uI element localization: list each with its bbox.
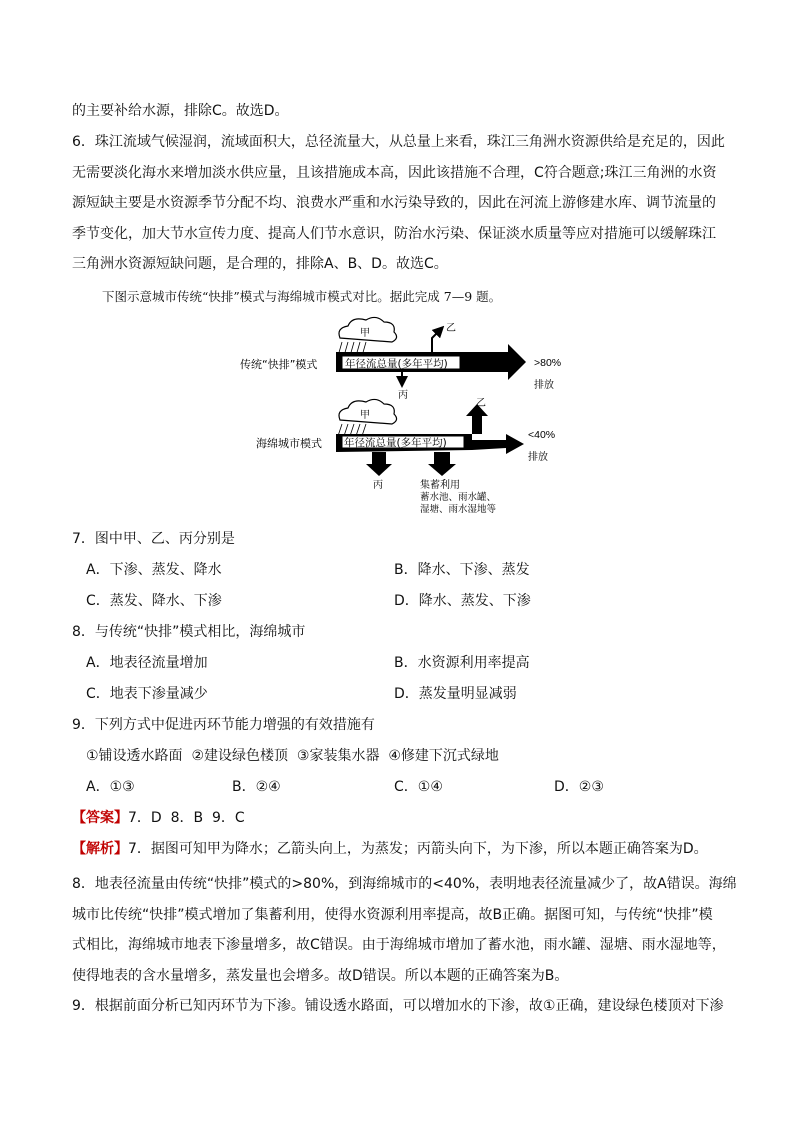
down-label-bing: 丙 [398, 390, 408, 401]
answer-tag: 【答案】 [72, 810, 128, 826]
q7-option-b: B．降水、下渗、蒸发 [394, 562, 530, 578]
answer-line [72, 807, 245, 827]
cloud-label-jia: 甲 [360, 410, 370, 421]
q7-option-c: C．蒸发、降水、下渗 [86, 593, 222, 609]
q8-option-c: C．地表下渗量减少 [86, 686, 208, 702]
up-label-yi: 乙 [446, 323, 456, 334]
sponge-mode-label: 海绵城市模式 [256, 437, 322, 450]
text-line: 无需要淡化海水来增加淡水供应量，且该措施成本高，因此该措施不合理，C符合题意;珠江三角洲的水资 [72, 164, 717, 181]
text-line: 三角洲水资源短缺问题，是合理的，排除A、B、D。故选C。 [72, 256, 448, 272]
question-intro: 下图示意城市传统“快排”模式与海绵城市模式对比。据此完成 7—9 题。 [102, 289, 502, 304]
storage-title: 集蓄利用 [420, 480, 460, 491]
infiltration-arrow [366, 452, 392, 476]
urban-drainage-diagram [236, 316, 568, 520]
storage-arrow [428, 452, 456, 476]
text-line: 式相比，海绵城市地表下渗量增多，故C错误。由于海绵城市增加了蓄水池，雨水罐、湿塘、雨水湿地等， [72, 937, 726, 953]
q8-option-d: D．蒸发量明显减弱 [394, 686, 517, 702]
text-line: 源短缺主要是水资源季节分配不均、浪费水严重和水污染导致的，因此在河流上游修建水库、调节流量的 [72, 195, 716, 211]
question-7-stem: 7．图中甲、乙、丙分别是 [72, 531, 235, 547]
runoff-bar-label: 年径流总量(多年平均) [345, 358, 448, 370]
q9-option-b: B．②④ [232, 779, 281, 795]
question-9-stem: 9．下列方式中促进丙环节能力增强的有效措施有 [72, 717, 375, 733]
traditional-percent: >80% [534, 357, 562, 369]
q7-option-d: D．降水、蒸发、下渗 [394, 593, 531, 609]
up-label-yi: 乙 [476, 398, 486, 409]
down-label-bing: 丙 [373, 480, 383, 491]
analysis-tag: 【解析】 [72, 841, 128, 857]
q9-option-d: D．②③ [554, 779, 604, 795]
text-line: 使得地表的含水量增多，蒸发量也会增多。故D错误。所以本题的正确答案为B。 [72, 967, 569, 984]
analysis-line [72, 838, 708, 858]
text-line: 6．珠江流域气候湿润，流域面积大，总径流量大，从总量上来看，珠江三角洲水资源供给是充足的，因此 [72, 134, 725, 150]
traditional-mode-label: 传统“快排”模式 [240, 358, 318, 371]
answer-text: 7．D 8．B 9．C [128, 810, 245, 826]
q9-measures: ①铺设透水路面 ②建设绿色楼顶 ③家装集水器 ④修建下沉式绿地 [86, 748, 499, 764]
text-line: 9．根据前面分析已知丙环节为下渗。铺设透水路面，可以增加水的下渗，故①正确，建设绿色楼顶对下渗 [72, 998, 724, 1014]
q9-option-c: C．①④ [394, 779, 443, 795]
q8-option-a: A．地表径流量增加 [86, 655, 208, 671]
discharge-label: 排放 [528, 452, 548, 463]
text-line: 季节变化，加大节水宣传力度、提高人们节水意识，防治水污染、保证淡水质量等应对措施可以缓解珠江 [72, 225, 716, 242]
runoff-bar-label: 年径流总量(多年平均) [344, 437, 447, 449]
evaporation-arrow [432, 330, 440, 352]
q9-option-a: A．①③ [86, 779, 135, 795]
storage-line-2: 湿塘、雨水湿地等 [420, 504, 497, 515]
analysis-7: 7．据图可知甲为降水；乙箭头向上，为蒸发；丙箭头向下，为下渗，所以本题正确答案为D。 [128, 841, 708, 857]
sponge-percent: <40% [528, 429, 556, 441]
q7-option-a: A．下渗、蒸发、降水 [86, 562, 222, 578]
text-line: 8．地表径流量由传统“快排”模式的>80%，到海绵城市的<40%，表明地表径流量减少了，故A错误。海绵 [72, 876, 737, 892]
q8-option-b: B．水资源利用率提高 [394, 655, 530, 671]
storage-line-1: 蓄水池、雨水罐、 [420, 492, 497, 503]
continuation-text [72, 96, 724, 127]
analysis-body [72, 869, 737, 1022]
text-line: 的主要补给水源，排除C。故选D。 [72, 103, 289, 119]
question-8-stem: 8．与传统“快排”模式相比，海绵城市 [72, 624, 306, 640]
text-line: 城市比传统“快排”模式增加了集蓄利用，使得水资源利用率提高，故B正确。据图可知，与传统“快排”模 [72, 906, 713, 923]
explanation-6 [72, 127, 724, 280]
cloud-label-jia: 甲 [360, 328, 370, 339]
discharge-label: 排放 [534, 380, 554, 391]
